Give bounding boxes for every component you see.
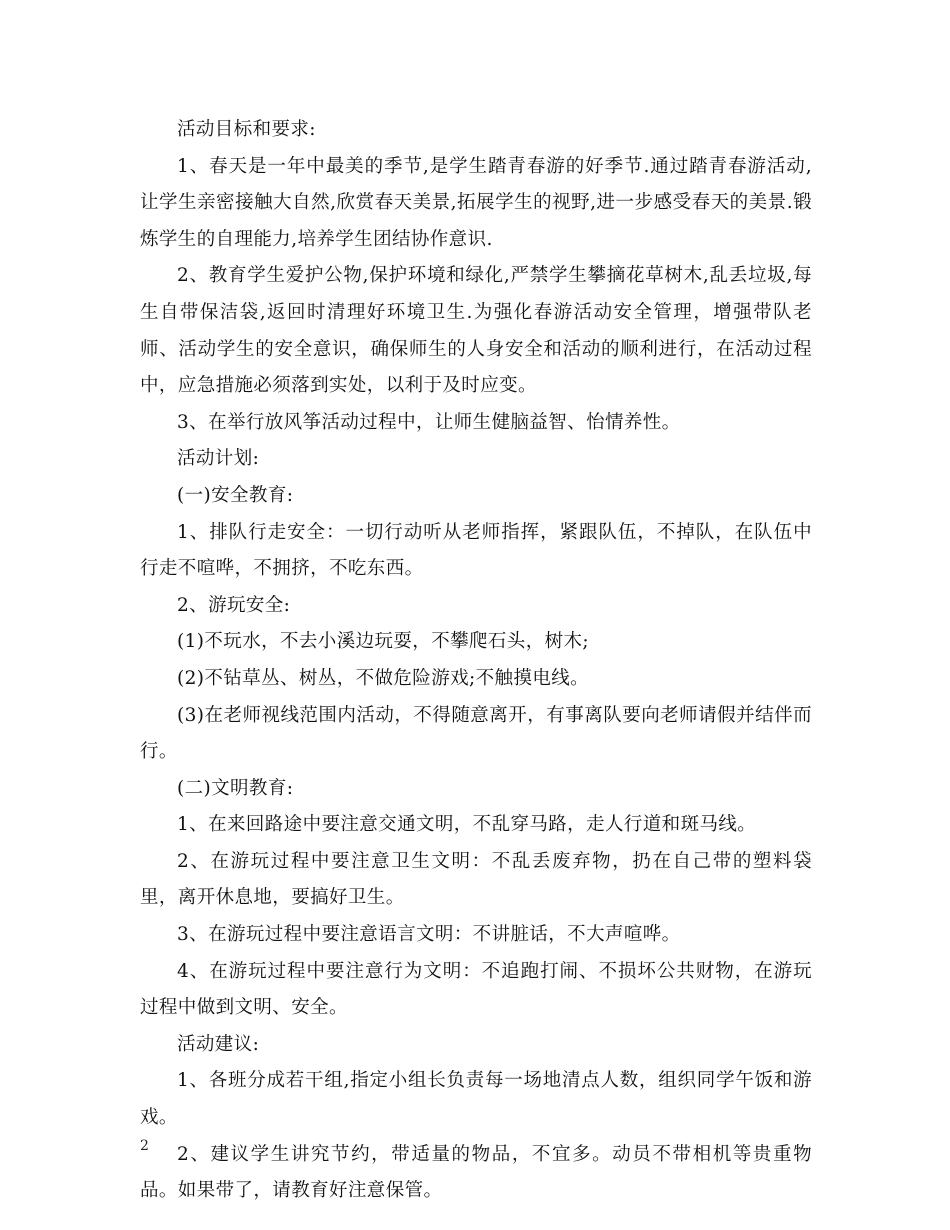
paragraph-civility-1: 1、在来回路途中要注意交通文明，不乱穿马路，走人行道和斑马线。 [177,814,757,836]
paragraph-safety-2: 2、游玩安全: [177,594,291,616]
paragraph-goal-1: 1、春天是一年中最美的季节,是学生踏青春游的好季节.通过踏青春游活动,让学生亲密接触大自然,欣赏春天美景,拓展学生的视野,进一步感受春天的美景.锻炼学生的自理能力,培养学生团结协作意识. [140,155,812,250]
paragraph-safety-2-3: (3)在老师视线范围内活动，不得随意离开，有事离队要向老师请假并结伴而行。 [140,704,812,763]
document-body [140,112,812,1210]
paragraph-goal-3: 3、在举行放风筝活动过程中，让师生健脑益智、怡情养性。 [177,411,681,433]
paragraph-suggestion-2: 2、建议学生讲究节约，带适量的物品，不宜多。动员不带相机等贵重物品。如果带了，请教育好注意保管。 [140,1143,812,1202]
paragraph-safety-2-1: (1)不玩水，不去小溪边玩耍，不攀爬石头，树木; [177,631,590,653]
paragraph-civility-4: 4、在游玩过程中要注意行为文明：不追跑打闹、不损坏公共财物，在游玩过程中做到文明、安全。 [140,960,812,1019]
subheading-safety: (一)安全教育: [177,484,294,506]
page-number: 2 [140,1138,149,1154]
heading-suggestions: 活动建议: [177,1033,260,1055]
heading-plan: 活动计划: [177,448,260,470]
paragraph-safety-1: 1、排队行走安全：一切行动听从老师指挥，紧跟队伍，不掉队，在队伍中行走不喧哗，不拥挤，不吃东西。 [140,521,812,580]
paragraph-safety-2-2: (2)不钻草丛、树丛，不做危险游戏;不触摸电线。 [177,667,590,689]
paragraph-suggestion-1: 1、各班分成若干组,指定小组长负责每一场地清点人数，组织同学午饭和游戏。 [140,1070,812,1129]
heading-goals: 活动目标和要求: [177,119,316,140]
paragraph-civility-3: 3、在游玩过程中要注意语言文明：不讲脏话，不大声喧哗。 [177,924,681,946]
paragraph-goal-2: 2、教育学生爱护公物,保护环境和绿化,严禁学生攀摘花草树木,乱丢垃圾,每生自带保洁袋,返回时清理好环境卫生.为强化春游活动安全管理，增强带队老师、活动学生的安全意识，确保师生的人身安全和活动的顺利进行，在活动过程中，应急措施必须落到实处，以利于及时应变。 [140,265,812,397]
subheading-civility: (二)文明教育: [177,777,294,799]
paragraph-civility-2: 2、在游玩过程中要注意卫生文明：不乱丢废弃物，扔在自己带的塑料袋里，离开休息地，要搞好卫生。 [140,850,812,909]
